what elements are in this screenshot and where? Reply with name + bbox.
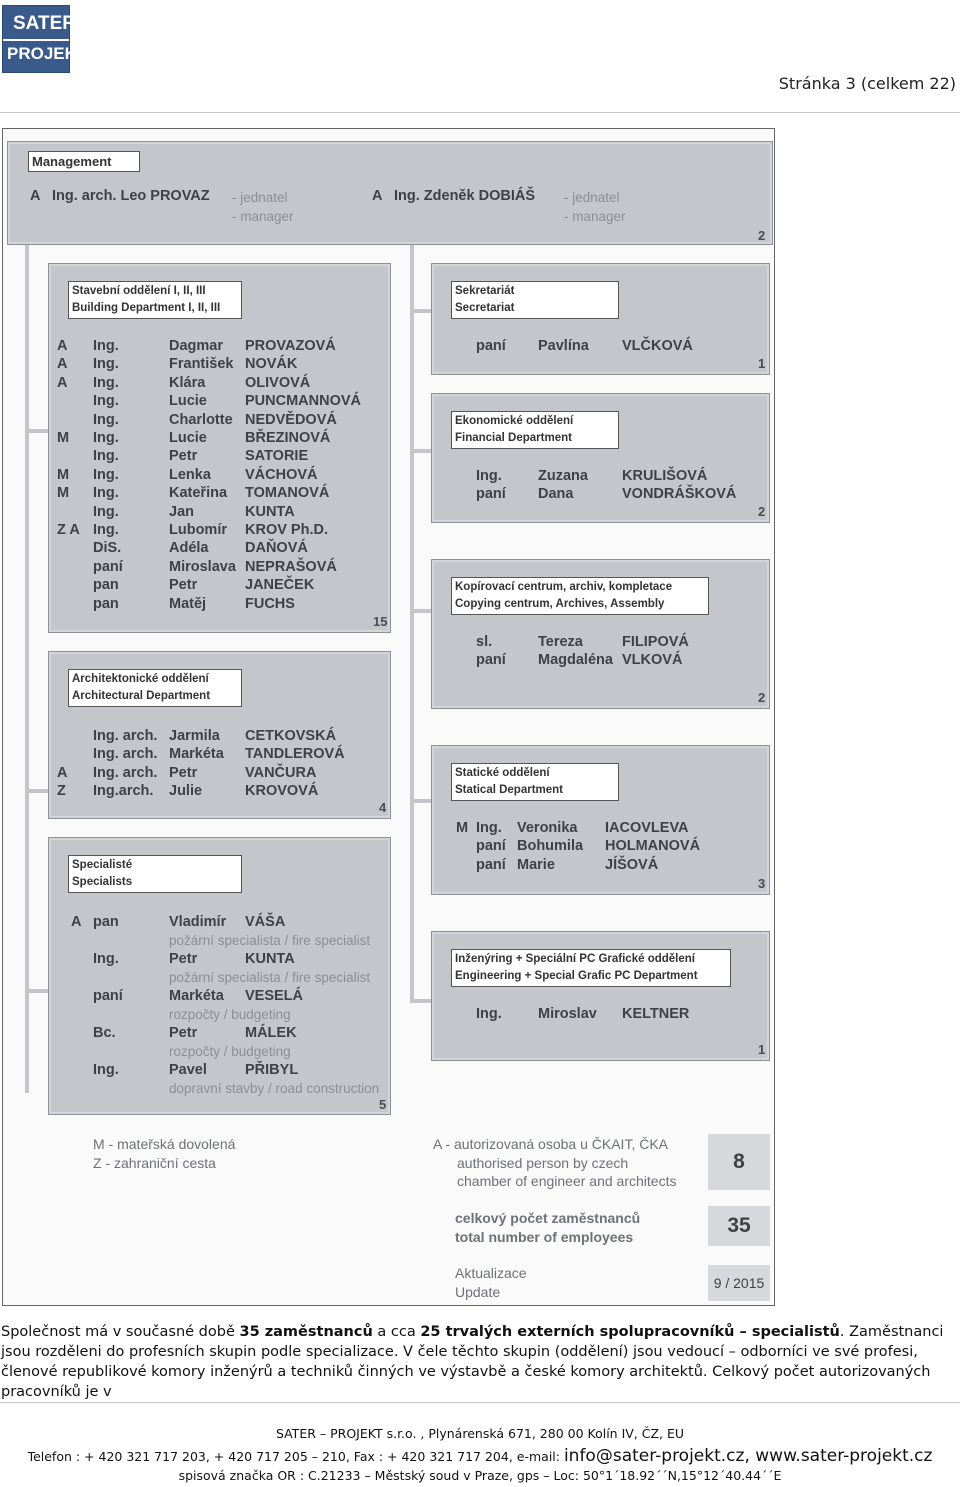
footer-email-link[interactable]: info@sater-projekt.cz (563, 1446, 745, 1466)
footer-phone: Telefon : + 420 321 717 203, + 420 717 205 – 210, Fax : + 420 321 717 204, e-mail: (27, 1449, 564, 1464)
engineering-row-1-title: Ing. (476, 1006, 502, 1022)
update-value: 9 / 2015 (713, 1275, 765, 1291)
building-row-11-mark: Z A (57, 522, 80, 538)
building-row-1-last: PROVAZOVÁ (245, 338, 336, 354)
specialists-count: 5 (379, 1097, 387, 1112)
specialists-row-2-note: požární specialista / fire specialist (169, 970, 371, 985)
economic-row-1-title: Ing. (476, 468, 502, 484)
secretariat-title-en: Secretariat (455, 302, 515, 314)
architectural-title (68, 669, 242, 707)
building-row-2-first: František (169, 356, 234, 373)
building-row-5-first: Charlotte (169, 411, 233, 428)
copy-row-1-first: Tereza (538, 634, 583, 650)
building-row-15-title: pan (93, 595, 119, 612)
building-row-6-title: Ing. (93, 430, 119, 446)
building-row-6-mark: M (57, 430, 70, 446)
intro-paragraph (1, 1322, 956, 1402)
building-row-15-first: Matěj (169, 595, 207, 612)
paragraph-externals: 25 trvalých externích spolupracovníků – specialistů (420, 1324, 840, 1340)
specialists-title-en: Specialists (72, 876, 133, 888)
building-row-12-last: DAŇOVÁ (245, 540, 308, 557)
building-row-2-title: Ing. (93, 356, 119, 373)
statical-title (451, 763, 619, 801)
building-row-6-last: BŘEZINOVÁ (245, 430, 331, 446)
building-count: 15 (373, 614, 388, 629)
management-name-2: Ing. Zdeněk DOBIÁŠ (394, 188, 535, 204)
architectural-row-2-last: TANDLEROVÁ (245, 746, 345, 763)
specialists-row-1-first: Vladimír (169, 914, 227, 930)
building-title (68, 281, 242, 319)
statical-row-3-first: Marie (517, 856, 555, 873)
specialists-row-1-last: VÁŠA (245, 914, 286, 930)
architectural-panel (48, 651, 391, 819)
specialists-row-4-first: Petr (169, 1025, 198, 1041)
building-row-3-last: OLIVOVÁ (245, 374, 311, 391)
logo-divider (3, 39, 69, 41)
specialists-row-3-title: paní (93, 988, 123, 1004)
secretariat-count: 1 (758, 356, 766, 371)
building-row-8-first: Lenka (169, 466, 211, 483)
total-label-cz: celkový počet zaměstnanců (455, 1210, 641, 1226)
connector-economic (410, 449, 432, 453)
architectural-row-1-first: Jarmila (169, 728, 220, 744)
economic-title-en: Financial Department (455, 432, 572, 444)
architectural-title-cz: Architektonické oddělení (72, 673, 209, 685)
update-label-cz: Aktualizace (455, 1265, 527, 1281)
architectural-row-2-title: Ing. arch. (93, 746, 158, 763)
engineering-title-cz: Inženýring + Speciální PC Grafické oddělení (455, 953, 695, 965)
header-divider (0, 112, 960, 113)
architectural-row-4-first: Julie (169, 783, 203, 800)
legend-z: Z - zahraniční cesta (93, 1155, 216, 1171)
logo-text-sater: SATER (13, 13, 76, 34)
building-row-6-first: Lucie (169, 430, 207, 446)
connector-left-vertical (25, 243, 29, 1093)
building-title-en: Building Department I, II, III (72, 302, 221, 314)
building-row-7-last: SATORIE (245, 448, 309, 465)
building-row-1-title: Ing. (93, 338, 119, 354)
building-row-1-mark: A (57, 338, 68, 354)
copy-title (451, 577, 709, 615)
secretariat-row-1-last: VLČKOVÁ (622, 338, 693, 354)
paragraph-text-3: . Zaměstnanci jsou rozděleni do profesních skupin podle specializace. V čele těchto skupin (oddělení) jsou vedoucí – odborníci ve své profesi, členové republikové komory inženýrů a techniků činných ve výstavbě a české komory architektů. Celkový počet autorizovaných pracovníků je v (1, 1324, 944, 1400)
copy-row-2-first: Magdaléna (538, 652, 613, 669)
architectural-row-3-first: Petr (169, 764, 198, 781)
building-row-12-title: DiS. (93, 540, 122, 557)
building-row-8-last: VÁCHOVÁ (245, 466, 318, 483)
statical-row-1-title: Ing. (476, 820, 502, 836)
building-row-7-title: Ing. (93, 448, 119, 465)
specialists-row-1-mark: A (71, 914, 82, 930)
building-row-2-last: NOVÁK (245, 356, 298, 373)
building-row-4-first: Lucie (169, 393, 207, 410)
org-chart (2, 128, 775, 1306)
copy-row-2-title: paní (476, 652, 506, 669)
building-row-2-mark: A (57, 356, 68, 373)
management-role-2a: - jednatel (564, 190, 620, 205)
engineering-title-en: Engineering + Special Grafic PC Department (455, 970, 698, 982)
specialists-row-4-note: rozpočty / budgeting (169, 1044, 291, 1059)
economic-row-2-last: VONDRÁŠKOVÁ (622, 486, 737, 503)
building-row-10-first: Jan (169, 503, 194, 520)
authorised-count-box (708, 1134, 770, 1190)
connector-engineering (410, 999, 432, 1003)
economic-panel (431, 393, 770, 523)
building-panel (48, 263, 391, 633)
authorised-count: 8 (733, 1150, 745, 1173)
copy-row-1-title: sl. (476, 634, 493, 650)
engineering-count: 1 (758, 1042, 766, 1057)
specialists-row-3-note: rozpočty / budgeting (169, 1007, 291, 1022)
building-row-4-last: PUNCMANNOVÁ (245, 393, 361, 410)
connector-building (25, 429, 49, 433)
connector-copy (410, 609, 432, 613)
total-count-box (708, 1206, 770, 1246)
specialists-row-5-last: PŘIBYL (245, 1062, 299, 1078)
total-label-en: total number of employees (455, 1229, 634, 1245)
building-row-9-last: TOMANOVÁ (245, 485, 330, 502)
connector-specialists (25, 989, 49, 993)
management-role-1b: - manager (232, 209, 294, 224)
building-row-7-first: Petr (169, 448, 198, 465)
specialists-row-4-last: MÁLEK (245, 1025, 297, 1041)
economic-row-1-last: KRULIŠOVÁ (622, 468, 708, 484)
footer-contact (0, 1446, 960, 1466)
building-row-11-last: KROV Ph.D. (245, 522, 328, 538)
architectural-row-1-last: CETKOVSKÁ (245, 728, 337, 744)
building-row-14-last: JANEČEK (245, 577, 315, 594)
building-row-1-first: Dagmar (169, 338, 223, 354)
building-title-cz: Stavební oddělení I, II, III (72, 285, 206, 297)
statical-count: 3 (758, 876, 766, 891)
paragraph-text-1: Společnost má v současné době (1, 1324, 240, 1340)
statical-row-1-mark: M (456, 820, 469, 836)
building-row-5-title: Ing. (93, 411, 119, 428)
copy-row-2-last: VLKOVÁ (622, 652, 683, 669)
secretariat-title-cz: Sekretariát (455, 285, 515, 297)
secretariat-panel (431, 263, 770, 375)
building-row-14-title: pan (93, 577, 119, 594)
architectural-row-3-last: VANČURA (245, 764, 317, 781)
legend-m: M - mateřská dovolená (93, 1136, 236, 1152)
specialists-panel (48, 837, 391, 1115)
specialists-row-5-first: Pavel (169, 1062, 207, 1078)
engineering-panel (431, 931, 770, 1061)
legend-a-line1: A - autorizovaná osoba u ČKAIT, ČKA (433, 1136, 669, 1152)
building-row-8-mark: M (57, 466, 70, 483)
statical-row-2-last: HOLMANOVÁ (605, 838, 701, 855)
statical-row-2-first: Bohumila (517, 838, 584, 855)
specialists-row-4-title: Bc. (93, 1025, 116, 1041)
statical-title-en: Statical Department (455, 784, 564, 796)
economic-title-cz: Ekonomické oddělení (455, 415, 574, 427)
secretariat-row-1-title: paní (476, 338, 506, 354)
building-row-5-last: NEDVĚDOVÁ (245, 411, 337, 428)
architectural-row-2-first: Markéta (169, 746, 224, 763)
specialists-row-5-note: dopravní stavby / road construction (169, 1081, 380, 1096)
management-mark-1: A (30, 188, 41, 204)
secretariat-row-1-first: Pavlína (538, 338, 589, 354)
footer-registry: spisová značka OR : C.21233 – Městský soud v Praze, gps – Loc: 50°1´18.92´´N,15°12´40.44´´E (178, 1468, 782, 1483)
building-row-3-title: Ing. (93, 374, 119, 391)
statical-row-3-title: paní (476, 856, 506, 873)
footer-separator: , (744, 1446, 756, 1466)
connector-statical (410, 799, 432, 803)
copy-title-en: Copying centrum, Archives, Assembly (455, 598, 665, 610)
economic-title (451, 411, 619, 449)
specialists-row-2-last: KUNTA (245, 951, 295, 967)
management-role-1a: - jednatel (232, 190, 288, 205)
architectural-row-1-title: Ing. arch. (93, 728, 158, 744)
building-row-4-title: Ing. (93, 393, 119, 410)
architectural-title-en: Architectural Department (72, 690, 211, 702)
specialists-row-5-title: Ing. (93, 1062, 119, 1078)
engineering-title (451, 949, 731, 987)
building-row-10-last: KUNTA (245, 503, 295, 520)
connector-architectural (25, 789, 49, 793)
building-row-10-title: Ing. (93, 503, 119, 520)
building-row-13-title: paní (93, 558, 123, 575)
management-name-1: Ing. arch. Leo PROVAZ (52, 188, 210, 204)
architectural-row-3-mark: A (57, 764, 68, 781)
statical-row-3-last: JÍŠOVÁ (605, 856, 659, 873)
company-logo (2, 5, 88, 73)
architectural-count: 4 (379, 800, 387, 815)
legend-a-line2: authorised person by czech (457, 1155, 629, 1171)
copy-count: 2 (758, 690, 766, 705)
logo-text-projekt: PROJEKT (7, 44, 88, 63)
connector-right-vertical (410, 243, 414, 1003)
secretariat-title (451, 281, 619, 319)
footer-divider (0, 1402, 960, 1403)
copy-title-cz: Kopírovací centrum, archiv, kompletace (455, 581, 673, 593)
economic-row-1-first: Zuzana (538, 468, 588, 484)
architectural-row-3-title: Ing. arch. (93, 764, 158, 781)
statical-row-1-last: IACOVLEVA (605, 820, 689, 836)
paragraph-employees: 35 zaměstnanců (239, 1324, 373, 1340)
building-row-9-first: Kateřina (169, 485, 228, 502)
building-row-12-first: Adéla (169, 540, 209, 557)
architectural-row-4-mark: Z (57, 783, 66, 800)
building-row-14-first: Petr (169, 577, 198, 594)
specialists-row-1-note: požární specialista / fire specialist (169, 933, 371, 948)
connector-secretariat (410, 309, 432, 313)
building-row-3-mark: A (57, 374, 68, 391)
paragraph-text-2: a cca (372, 1324, 421, 1340)
architectural-row-4-last: KROVOVÁ (245, 783, 319, 800)
specialists-row-2-title: Ing. (93, 951, 119, 967)
economic-count: 2 (758, 504, 766, 519)
engineering-row-1-first: Miroslav (538, 1006, 597, 1022)
statical-panel (431, 745, 770, 895)
building-row-9-mark: M (57, 485, 70, 502)
specialists-row-1-title: pan (93, 914, 119, 930)
management-panel (7, 141, 773, 245)
building-row-3-first: Klára (169, 374, 206, 391)
building-row-11-title: Ing. (93, 522, 119, 538)
specialists-row-3-last: VESELÁ (245, 988, 304, 1004)
management-count: 2 (758, 228, 766, 243)
architectural-row-4-title: Ing.arch. (93, 783, 154, 800)
building-row-11-first: Lubomír (169, 522, 227, 538)
management-role-2b: - manager (564, 209, 626, 224)
specialists-title-cz: Specialisté (72, 859, 133, 871)
page-number: Stránka 3 (celkem 22) (778, 74, 956, 93)
building-row-9-title: Ing. (93, 485, 119, 502)
building-row-15-last: FUCHS (245, 595, 295, 612)
economic-row-2-title: paní (476, 486, 506, 503)
building-row-13-first: Miroslava (169, 558, 236, 575)
statical-row-1-first: Veronika (517, 820, 578, 836)
specialists-row-3-first: Markéta (169, 988, 224, 1004)
footer-web-link[interactable]: www.sater-projekt.cz (755, 1446, 933, 1466)
copy-row-1-last: FILIPOVÁ (622, 634, 689, 650)
statical-title-cz: Statické oddělení (455, 767, 550, 779)
footer-company: SATER – PROJEKT s.r.o. , Plynárenská 671, 280 00 Kolín IV, ČZ, EU (275, 1426, 685, 1441)
management-mark-2: A (372, 188, 383, 204)
specialists-row-2-first: Petr (169, 951, 198, 967)
economic-row-2-first: Dana (538, 486, 574, 503)
legend-a-line3: chamber of engineer and architects (457, 1173, 677, 1189)
update-box (708, 1265, 770, 1301)
copy-panel (431, 559, 770, 709)
engineering-row-1-last: KELTNER (622, 1006, 690, 1022)
specialists-title (68, 855, 242, 893)
building-row-8-title: Ing. (93, 466, 119, 483)
building-row-13-last: NEPRAŠOVÁ (245, 558, 337, 575)
update-label-en: Update (455, 1284, 501, 1300)
total-count: 35 (727, 1214, 751, 1237)
management-title: Management (28, 151, 140, 172)
statical-row-2-title: paní (476, 838, 506, 855)
